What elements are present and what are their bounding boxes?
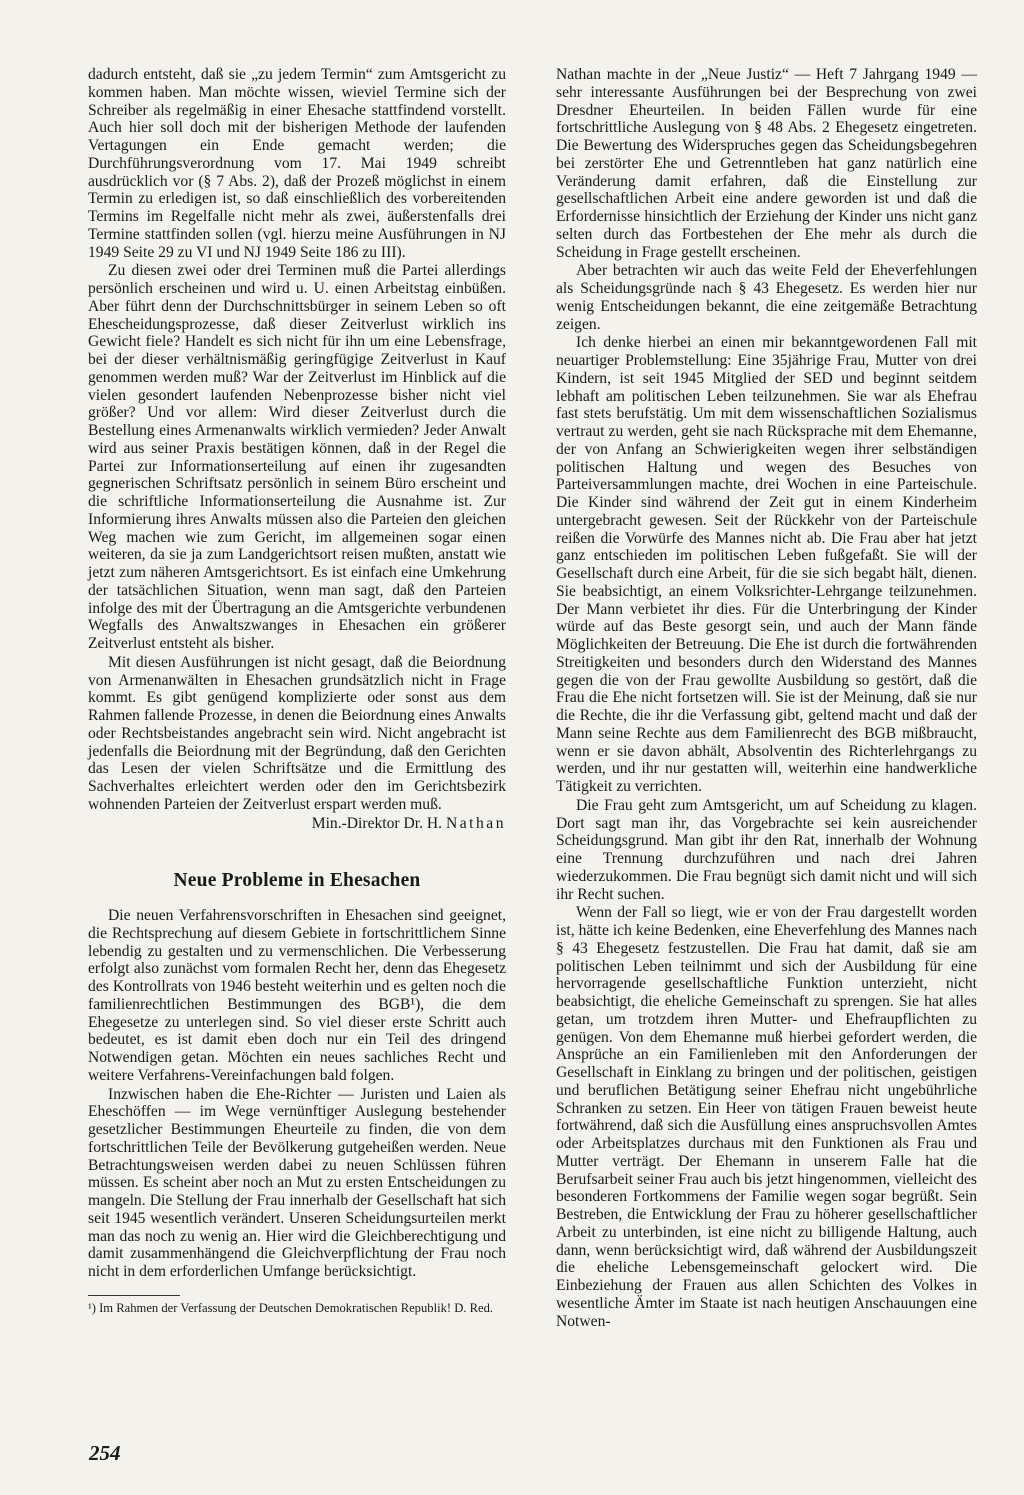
footnote-divider [88,1295,180,1296]
paragraph: Inzwischen haben die Ehe-Richter — Juristen und Laien als Eheschöffen — im Wege vernünftiger Auslegung bestehender gesetzlicher Bestimmungen Eheurteile zu finden, die von dem fortschrittlichen Teile der Bevölkerung gutgeheißen werden. Neue Betrachtungsweisen werden dabei zu neuen Schlüssen führen müssen. Es scheint aber noch an Mut zu ersten Entscheidungen zu mangeln. Die Stellung der Frau innerhalb der Gesellschaft hat sich seit 1945 wesentlich verändert. Unseren Scheidungsurteilen merkt man das noch zu wenig an. Hier wird die Gleichberechtigung und damit zusammenhängend die Gleichverpflichtung der Frau noch nicht in dem erforderlichen Umfange berücksichtigt. [88,1085,506,1280]
paragraph: Wenn der Fall so liegt, wie er von der Frau dargestellt worden ist, hätte ich keine Bedenken, eine Eheverfehlung des Mannes nach § 43 Ehegesetz festzustellen. Die Frau hat damit, daß sie am politischen Leben teilnimmt und sich der Ausbildung für eine hervorragende gesellschaftliche Funktion unterzieht, nicht beabsichtigt, die eheliche Gemeinschaft zu sprengen. Sie hat alles getan, um trotzdem ihren Mutter- und Ehefraupflichten zu genügen. Von dem Ehemanne muß hierbei gefordert werden, die Ansprüche an ein Familienleben mit den Anforderungen der Gesellschaft in Einklang zu bringen und der politischen, geistigen und beruflichen Betätigung seiner Ehefrau nicht ungebührliche Schranken zu setzen. Ein Heer von tätigen Frauen beweist heute fortwährend, daß sich die Ausfüllung eines anspruchsvollen Amtes oder Arbeitsplatzes durchaus mit den Funktionen als Frau und Mutter verträgt. Der Ehemann in unserem Falle hat die Berufsarbeit seiner Frau auch bis jetzt hingenommen, vielleicht des besonderen Fortkommens der Familie wegen sogar begrüßt. Sein Bestreben, die Entwicklung der Frau zu höherer gesellschaftlicher Arbeit zu unterbinden, ist eine nicht zu billigende Haltung, auch dann, wenn berücksichtigt wird, daß während der Ausbildungszeit die eheliche Lebensgemeinschaft gelockert wird. Die Einbeziehung der Frauen aus allen Schichten des Volkes in wesentliche Ämter im Staate ist nach heutigen Anschauungen eine Notwen- [556,904,977,1330]
paragraph: Zu diesen zwei oder drei Terminen muß die Partei allerdings persönlich erscheinen und wird u. U. einen Arbeitstag einbüßen. Aber führt denn der Durchschnittsbürger in seinem Leben so oft Ehescheidungsprozesse, daß dieser Zeitverlust wirklich ins Gewicht fiele? Handelt es sich nicht für ihn um eine Lebensfrage, bei der dieser verhältnismäßig geringfügige Zeitverlust in Kauf genommen werden muß? War der Zeitverlust im Hinblick auf die vielen gesondert laufenden Nebenprozesse bisher nicht viel größer? Und vor allem: Wird dieser Zeitverlust durch die Bestellung eines Armenanwalts wirklich vermieden? Jeder Anwalt wird aus seiner Praxis bestätigen können, daß in der Regel die Partei zur Informationserteilung auf einen ihr zugesandten gegnerischen Schriftsatz persönlich in seinem Büro erscheint und die schriftliche Informationserteilung die Ausnahme ist. Zur Informierung ihres Anwalts müssen also die Parteien den gleichen Weg machen wie zum Gericht, im allgemeinen sogar einen weiteren, da sie ja zum Landgerichtsort reisen mußten, anstatt wie jetzt zum näheren Amtsgerichtsort. Es ist einfach eine Umkehrung der tatsächlichen Situation, wenn man sagt, daß den Parteien infolge des mit der Übertragung an die Amtsgerichte verbundenen Wegfalls des Anwaltszwanges in Ehesachen ein größerer Zeitverlust entsteht als bisher. [88,262,506,652]
footnote: ¹) Im Rahmen der Verfassung der Deutschen Demokratischen Republik! D. Red. [88,1300,494,1315]
signature-prefix: Min.-Direktor Dr. H. [311,814,446,832]
paragraph: dadurch entsteht, daß sie „zu jedem Termin“ zum Amtsgericht zu kommen haben. Man möchte wissen, wieviel Termine sich der Schreiber als regelmäßig in einer Ehesache stattfindend vorstellt. Auch hier soll doch mit der bisherigen Methode der laufenden Vertagungen ein Ende gemacht werden; die Durchführungsverordnung vom 17. Mai 1949 schreibt ausdrücklich vor (§ 7 Abs. 2), daß der Prozeß möglichst in einem Termin zu erledigen ist, so daß einschließlich des vorbereitenden Termins im Regelfalle nicht mehr als zwei, äußerstenfalls drei Termine stattfinden sollen (vgl. hierzu meine Ausführungen in NJ 1949 Seite 29 zu VI und NJ 1949 Seite 186 zu III). [88,66,506,261]
signature-name: Nathan [445,814,506,832]
paragraph: Die neuen Verfahrensvorschriften in Ehesachen sind geeignet, die Rechtsprechung auf diesem Gebiete in fortschrittlichem Sinne lebendig zu gestalten und zu vermenschlichen. Die Verbesserung erfolgt also zunächst vom formalen Recht her, denn das Ehegesetz des Kontrollrats von 1946 besteht weiterhin und es gelten noch die familienrechtlichen Bestimmungen des BGB¹), die dem Ehegesetze zu unterlegen sind. So viel dieser erste Schritt auch bedeutet, es ist damit eben doch nur ein Teil des dringend Notwendigen getan. Möchten ein neues sachliches Recht und weitere Verfahrens-Vereinfachungen bald folgen. [88,907,506,1084]
page-number: 254 [89,1441,121,1465]
paragraph: Die Frau geht zum Amtsgericht, um auf Scheidung zu klagen. Dort sagt man ihr, das Vorgebrachte sei kein ausreichender Scheidungsgrund. Man gibt ihr den Rat, innerhalb der Wohnung eine Trennung durchzuführen und nach drei Jahren wiederzukommen. Die Frau begnügt sich damit nicht und will sich ihr Recht suchen. [556,796,977,903]
paragraph: Ich denke hierbei an einen mir bekanntgewordenen Fall mit neuartiger Problemstellung: Eine 35jährige Frau, Mutter von drei Kindern, ist seit 1945 Mitglied der SED und beginnt seitdem lebhaft am politischen Leben teilzunehmen. Sie war als Ehefrau fast stets berufstätig. Um mit dem wissenschaftlichen Sozialismus vertraut zu werden, geht sie nach Rücksprache mit dem Ehemanne, der von Anfang an Schwierigkeiten wegen ihrer selbständigen politischen Haltung und wegen des Besuches von Parteiversammlungen machte, drei Wochen in eine Parteischule. Die Kinder sind während der Zeit gut in einem Kinderheim untergebracht gewesen. Seit der Rückkehr von der Parteischule reißen die Vorwürfe des Mannes nicht ab. Die Frau aber hat jetzt ganz entschieden im politischen Leben fußgefaßt. Sie will der Gesellschaft durch eine Arbeit, für die sie sich begabt hält, dienen. Sie beabsichtigt, an einem Volksrichter-Lehrgange teilzunehmen. Der Mann verbietet ihr dies. Für die Unterbringung der Kinder würde auf das Beste gesorgt sein, und auch der Mann fände Möglichkeiten der Betreuung. Die Ehe ist durch die fortwährenden Streitigkeiten und besonders durch den Widerstand des Mannes gegen die von der Frau gewollte Ausbildung so gestört, daß die Frau die Ehe nicht fortsetzen will. Sie ist der Meinung, daß sie nur die Rechte, die ihr die Verfassung gibt, geltend macht und daß der Mann seine Rechte aus dem Familienrecht des BGB mißbraucht, wenn er sie davon abhält, Absolventin des Richterlehrgangs zu werden, und ihr nur gestatten will, weiterhin eine handwerkliche Tätigkeit zu verrichten. [556,334,977,795]
paragraph: Mit diesen Ausführungen ist nicht gesagt, daß die Beiordnung von Armenanwälten in Ehesachen grundsätzlich nicht in Frage kommt. Es gibt genügend komplizierte oder sonst aus dem Rahmen fallende Prozesse, in denen die Beiordnung eines Anwalts oder Rechtsbeistandes angebracht sein wird. Nicht angebracht ist jedenfalls die Beiordnung mit der Begründung, daß den Gerichten das Lesen der vielen Schriftsätze und die Ermittlung des Sachverhaltes erleichtert werden oder den im Gerichtsbezirk wohnenden Parteien der Zeitverlust erspart werden muß. [88,653,506,813]
author-signature [88,815,506,833]
paragraph: Nathan machte in der „Neue Justiz“ — Heft 7 Jahrgang 1949 — sehr interessante Ausführungen bei der Besprechung von zwei Dresdner Eheurteilen. In beiden Fällen wurde für eine fortschrittliche Auslegung von § 48 Abs. 2 Ehegesetz eingetreten. Die Bewertung des Widerspruches gegen das Scheidungsbegehren bei zerstörter Ehe und Getrenntleben hat ganz natürlich eine Veränderung damit erfahren, daß die Einstellung zur gesellschaftlichen Arbeit eine andere geworden ist und daß die Erfordernisse hinsichtlich der Erziehung der Kinder uns nicht ganz selten durch das Fortbestehen der Ehe mehr als durch die Scheidung in Frage gestellt erscheinen. [556,66,977,261]
paragraph: Aber betrachten wir auch das weite Feld der Eheverfehlungen als Scheidungsgründe nach § 43 Ehegesetz. Es werden hier nur wenig Entscheidungen bekannt, die eine zeitgemäße Betrachtung zeigen. [556,262,977,333]
section-title: Neue Probleme in Ehesachen [173,870,421,892]
right-column [556,66,977,1331]
left-column [88,66,506,1315]
